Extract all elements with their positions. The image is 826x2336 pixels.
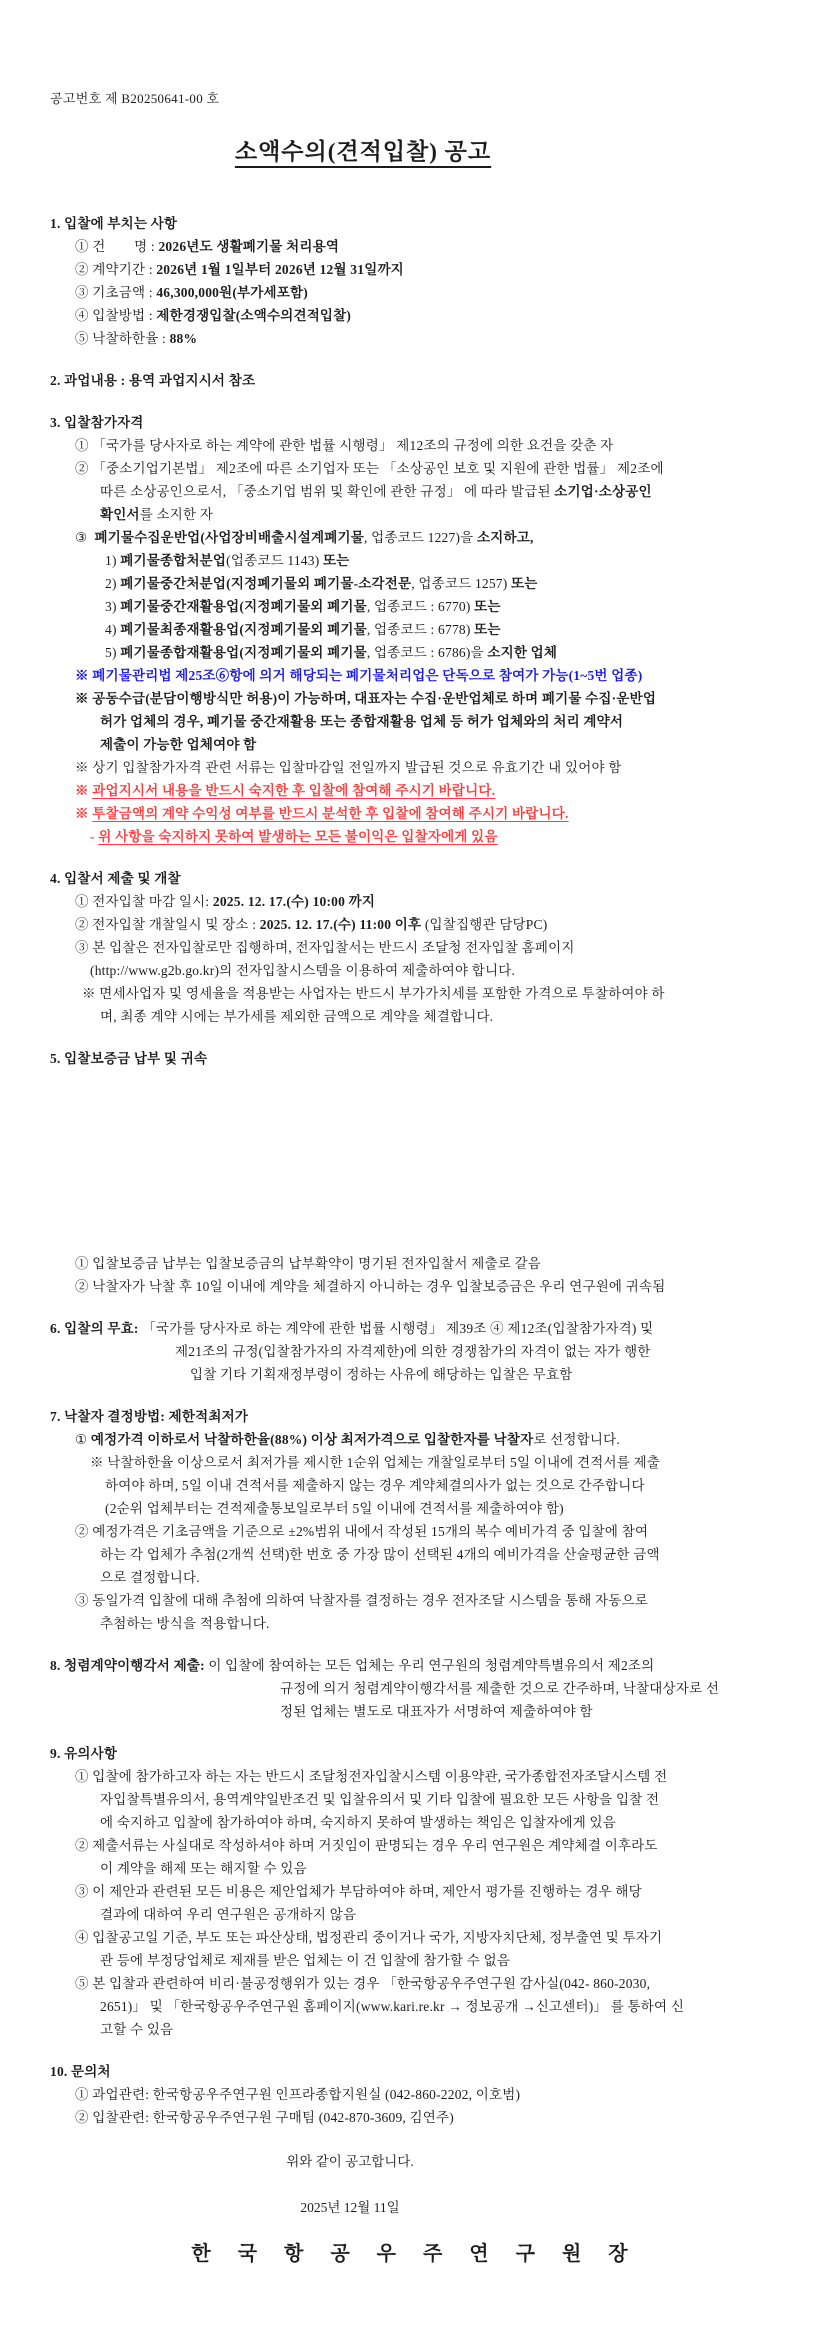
text-segment: ③ 이 제안과 관련된 모든 비용은 제안업체가 부담하여야 하며, 제안서 평가를 진행하는 경우 해당 — [75, 1884, 642, 1899]
text-segment: ③ 기초금액 : — [75, 285, 157, 300]
text-segment: - — [90, 829, 99, 844]
text-segment: 확인서 — [100, 507, 140, 522]
text-segment: 2025. 12. 17.(수) 11:00 이후 — [259, 917, 422, 932]
doc-line — [50, 1005, 782, 1028]
doc-line — [50, 1497, 782, 1520]
doc-line — [50, 1275, 782, 1298]
section-heading — [50, 867, 782, 890]
text-segment: 에 숙지하고 입찰에 참가하여야 하며, 숙지하지 못하여 발생하는 책임은 입찰자에게 있음 — [100, 1815, 616, 1830]
doc-line — [50, 1903, 782, 1926]
text-segment: ※ — [75, 806, 93, 821]
text-segment: (입찰집행관 담당PC) — [421, 917, 548, 932]
text-segment: 5. 입찰보증금 납부 및 귀속 — [50, 1051, 208, 1066]
text-segment: 를 소지한 자 — [139, 507, 214, 522]
doc-line — [50, 618, 782, 641]
text-segment: 7. 낙찰자 결정방법: 제한적최저가 — [50, 1409, 249, 1424]
text-segment: 관 등에 부정당업체로 제재를 받은 업체는 이 건 입찰에 참가할 수 없음 — [100, 1953, 511, 1968]
text-segment: 3) — [105, 599, 121, 614]
text-segment: (http://www.g2b.go.kr)의 전자입찰시스템을 이용하여 제출하여야 합니다. — [90, 963, 516, 978]
page-break-gap — [50, 1070, 782, 1252]
text-segment: , 업종코드 1257) — [411, 576, 512, 591]
doc-line — [50, 549, 782, 572]
text-segment: 2026년도 생활폐기물 처리용역 — [158, 239, 340, 254]
text-segment: 위 사항을 숙지하지 못하여 발생하는 모든 불이익은 입찰자에게 있음 — [98, 829, 498, 844]
section-heading — [50, 1317, 782, 1340]
text-segment: 로 선정합니다. — [533, 1432, 620, 1447]
text-segment: 폐기물종합처분업 — [120, 553, 227, 568]
text-segment: 며, 최종 계약 시에는 부가세를 제외한 금액으로 계약을 체결합니다. — [100, 1009, 494, 1024]
doc-line — [50, 1363, 782, 1386]
closing-statement: 위와 같이 공고합니다. — [286, 2154, 414, 2169]
doc-line — [50, 1834, 782, 1857]
doc-line — [50, 733, 782, 756]
document-body — [50, 212, 782, 2129]
text-segment: 결과에 대하여 우리 연구원은 공개하지 않음 — [100, 1907, 357, 1922]
doc-line — [50, 1995, 782, 2018]
doc-line — [50, 235, 782, 258]
section-heading — [50, 369, 782, 392]
text-segment: 1) — [105, 553, 121, 568]
text-segment: ※ 낙찰하한율 이상으로서 최저가를 제시한 1순위 업체는 개찰일로부터 5일 이내에 견적서를 제출 — [90, 1455, 661, 1470]
doc-line — [50, 710, 782, 733]
doc-line — [50, 1474, 782, 1497]
text-segment: 으로 결정합니다. — [100, 1570, 200, 1585]
page-title: 소액수의(견적입찰) 공고 — [234, 139, 492, 164]
doc-line — [50, 982, 782, 1005]
text-segment: ⑤ 본 입찰과 관련하여 비리·불공정행위가 있는 경우 「한국항공우주연구원 감사실(042- 860-2030, — [75, 1976, 651, 1991]
section-heading — [50, 1742, 782, 1765]
text-segment: 10. 문의처 — [50, 2064, 111, 2079]
doc-line — [50, 913, 782, 936]
doc-line — [50, 1340, 782, 1363]
text-segment: ② 입찰관련: 한국항공우주연구원 구매팀 (042-870-3609, 김연주) — [75, 2110, 454, 2125]
text-segment: 폐기물중간재활용업(지정폐기물외 폐기물 — [120, 599, 367, 614]
text-segment: 1. 입찰에 부치는 사항 — [50, 216, 178, 231]
text-segment: 「국가를 당사자로 하는 계약에 관한 법률 시행령」 제39조 ④ 제12조(입찰참가자격) 및 — [138, 1321, 654, 1336]
doc-line — [50, 258, 782, 281]
doc-line — [50, 1566, 782, 1589]
text-segment: ④ 입찰방법 : — [75, 308, 157, 323]
issuer-seal-line: 한 국 항 공 우 주 연 구 원 장 — [191, 2243, 639, 2265]
text-segment: 입찰 기타 기획재정부령이 정하는 사유에 해당하는 입찰은 무효함 — [190, 1367, 573, 1382]
doc-line — [50, 1949, 782, 1972]
section-heading — [50, 411, 782, 434]
text-segment: 이 입찰에 참여하는 모든 업체는 우리 연구원의 청렴계약특별유의서 제2조의 — [204, 1658, 655, 1673]
text-segment: ⑤ 낙찰하한율 : — [75, 331, 170, 346]
doc-line — [50, 1765, 782, 1788]
text-segment: ※ — [75, 783, 93, 798]
doc-line — [50, 327, 782, 350]
text-segment: 소지한 업체 — [487, 645, 558, 660]
text-segment: 폐기물최종재활용업(지정폐기물외 폐기물 — [120, 622, 367, 637]
doc-line — [50, 890, 782, 913]
text-segment: ② 예정가격은 기초금액을 기준으로 ±2%범위 내에서 작성된 15개의 복수 예비가격 중 입찰에 참여 — [75, 1524, 649, 1539]
section-heading — [50, 1654, 782, 1677]
text-segment: ① 건 명 : — [75, 239, 159, 254]
doc-line — [50, 959, 782, 982]
doc-line — [50, 1520, 782, 1543]
text-segment: 이 계약을 해제 또는 해지할 수 있음 — [100, 1861, 307, 1876]
text-segment: (2순위 업체부터는 견적제출통보일로부터 5일 이내에 견적서를 제출하여야 함) — [105, 1501, 564, 1516]
text-segment: 또는 — [474, 599, 501, 614]
section-heading — [50, 1405, 782, 1428]
text-segment: 8. 청렴계약이행각서 제출: — [50, 1658, 205, 1673]
text-segment: 6. 입찰의 무효: — [50, 1321, 139, 1336]
text-segment: 제한경쟁입찰(소액수의견적입찰) — [156, 308, 352, 323]
text-segment: ① 입찰에 참가하고자 하는 자는 반드시 조달청전자입찰시스템 이용약관, 국가종합전자조달시스템 전 — [75, 1769, 668, 1784]
doc-line — [50, 825, 782, 848]
doc-line — [50, 1428, 782, 1451]
doc-line — [50, 756, 782, 779]
text-segment: ① 전자입찰 마감 일시: — [75, 894, 213, 909]
text-segment: 과업지시서 내용을 반드시 숙지한 후 입찰에 참여해 주시기 바랍니다. — [92, 783, 496, 798]
text-segment: 하는 각 업체가 추첨(2개씩 선택)한 번호 중 가장 많이 선택된 4개의 예비가격을 산술평균한 금액 — [100, 1547, 660, 1562]
text-segment: ① — [75, 1432, 91, 1447]
closing-date: 2025년 12월 11일 — [300, 2200, 400, 2215]
text-segment: 5) — [105, 645, 121, 660]
doc-line — [50, 687, 782, 710]
text-segment: 정된 업체는 별도로 대표자가 서명하여 제출하여야 함 — [280, 1704, 593, 1719]
text-segment: 규정에 의거 청렴계약이행각서를 제출한 것으로 간주하며, 낙찰대상자로 선 — [280, 1681, 720, 1696]
text-segment: 폐기물수집운반업(사업장비배출시설계폐기물 — [94, 530, 364, 545]
doc-line — [50, 434, 782, 457]
text-segment: ① 「국가를 당사자로 하는 계약에 관한 법률 시행령」 제12조의 규정에 의한 요건을 갖춘 자 — [75, 438, 614, 453]
text-segment: 투찰금액의 계약 수익성 여부를 반드시 분석한 후 입찰에 참여해 주시기 바랍니다. — [92, 806, 569, 821]
doc-line — [50, 1788, 782, 1811]
document-footer — [50, 2150, 782, 2268]
doc-line — [50, 480, 782, 503]
section-heading — [50, 1047, 782, 1070]
text-segment: ※ 공동수급(분담이행방식만 허용)이 가능하며, 대표자는 수집·운반업체로 하며 폐기물 수집·운반업 — [75, 691, 657, 706]
text-segment: 2025. 12. 17.(수) 10:00 까지 — [212, 894, 376, 909]
text-segment: 4) — [105, 622, 121, 637]
text-segment: 소지하고, — [476, 530, 534, 545]
doc-line — [50, 1700, 782, 1723]
text-segment: ② 낙찰자가 낙찰 후 10일 이내에 계약을 체결하지 아니하는 경우 입찰보증금은 우리 연구원에 귀속됨 — [75, 1279, 666, 1294]
text-segment: 제21조의 규정(입찰참가자의 자격제한)에 의한 경쟁참가의 자격이 없는 자가 행한 — [175, 1344, 651, 1359]
doc-line — [50, 802, 782, 825]
text-segment: ② 「중소기업기본법」 제2조에 따른 소기업자 또는 「소상공인 보호 및 지원에 관한 법률」 제2조에 — [75, 461, 664, 476]
text-segment: 폐기물종합재활용업(지정폐기물외 폐기물 — [120, 645, 367, 660]
doc-line — [50, 1612, 782, 1635]
section-heading — [50, 212, 782, 235]
text-segment: , 업종코드 : 6778) — [366, 622, 475, 637]
text-segment: ④ 입찰공고일 기준, 부도 또는 파산상태, 법정관리 중이거나 국가, 지방자치단체, 정부출연 및 투자기 — [75, 1930, 663, 1945]
text-segment: 추첨하는 방식을 적용합니다. — [100, 1616, 270, 1631]
section-heading — [50, 2060, 782, 2083]
doc-line — [50, 1677, 782, 1700]
doc-line — [50, 572, 782, 595]
doc-line — [50, 281, 782, 304]
text-segment: ③ — [75, 530, 95, 545]
text-segment: 또는 — [322, 553, 350, 568]
doc-line — [50, 1252, 782, 1275]
doc-line — [50, 503, 782, 526]
doc-line — [50, 1589, 782, 1612]
doc-line — [50, 457, 782, 480]
text-segment: (업종코드 1143) — [226, 553, 323, 568]
doc-line — [50, 2018, 782, 2041]
doc-line — [50, 1857, 782, 1880]
text-segment: ② 전자입찰 개찰일시 및 장소 : — [75, 917, 260, 932]
doc-line — [50, 1543, 782, 1566]
doc-line — [50, 664, 782, 687]
doc-line — [50, 1451, 782, 1474]
text-segment: ※ 상기 입찰참가자격 관련 서류는 입찰마감일 전일까지 발급된 것으로 유효기간 내 있어야 함 — [75, 760, 622, 775]
doc-line — [50, 779, 782, 802]
text-segment: 2026년 1월 1일부터 2026년 12월 31일까지 — [156, 262, 404, 277]
text-segment: ① 과업관련: 한국항공우주연구원 인프라종합지원실 (042-860-2202, 이호범) — [75, 2087, 521, 2102]
text-segment: ① 입찰보증금 납부는 입찰보증금의 납부확약이 명기된 전자입찰서 제출로 갈음 — [75, 1256, 542, 1271]
text-segment: 제출이 가능한 업체여야 함 — [100, 737, 257, 752]
text-segment: ※ 면세사업자 및 영세율을 적용받는 사업자는 반드시 부가가치세를 포함한 가격으로 투찰하여야 하 — [82, 986, 665, 1001]
text-segment: 따른 소상공인으로서, 「중소기업 범위 및 확인에 관한 규정」 에 따라 발급된 — [100, 484, 555, 499]
text-segment: 고할 수 있음 — [100, 2022, 174, 2037]
doc-line — [50, 526, 782, 549]
text-segment: 2. 과업내용 : 용역 과업지시서 참조 — [50, 373, 256, 388]
text-segment: ※ 폐기물관리법 제25조⑥항에 의거 해당되는 폐기물처리업은 단독으로 참여가 가능(1~5번 업종) — [75, 668, 643, 683]
text-segment: , 업종코드 : 6770) — [366, 599, 475, 614]
text-segment: 88% — [169, 331, 198, 346]
text-segment: 폐기물중간처분업(지정폐기물외 폐기물-소각전문 — [120, 576, 412, 591]
doc-line — [50, 641, 782, 664]
text-segment: ② 계약기간 : — [75, 262, 157, 277]
text-segment: 자입찰특별유의서, 용역계약일반조건 및 입찰유의서 및 기타 입찰에 필요한 모든 사항을 입찰 전 — [100, 1792, 660, 1807]
text-segment: 4. 입찰서 제출 및 개찰 — [50, 871, 181, 886]
text-segment: 2651)」 및 「한국항공우주연구원 홈페이지(www.kari.re.kr → 정보공개 →신고센터)」 를 통하여 신 — [100, 1999, 685, 2014]
doc-line — [50, 936, 782, 959]
text-segment: 또는 — [474, 622, 501, 637]
doc-line — [50, 304, 782, 327]
text-segment: , 업종코드 1227)을 — [363, 530, 477, 545]
text-segment: 하여야 하며, 5일 이내 견적서를 제출하지 않는 경우 계약체결의사가 없는 것으로 간주합니다 — [105, 1478, 645, 1493]
text-segment: 허가 업체의 경우, 폐기물 중간재활용 또는 종합재활용 업체 등 허가 업체와의 처리 계약서 — [100, 714, 624, 729]
text-segment: 2) — [105, 576, 121, 591]
notice-number: 공고번호 제 B20250641-00 호 — [50, 91, 220, 106]
doc-line — [50, 1926, 782, 1949]
text-segment: 또는 — [511, 576, 538, 591]
text-segment: 3. 입찰참가자격 — [50, 415, 144, 430]
text-segment: 46,300,000원(부가세포함) — [156, 285, 308, 300]
text-segment: ③ 동일가격 입찰에 대해 추첨에 의하여 낙찰자를 결정하는 경우 전자조달 시스템을 통해 자동으로 — [75, 1593, 648, 1608]
doc-line — [50, 2083, 782, 2106]
doc-line — [50, 2106, 782, 2129]
text-segment: ③ 본 입찰은 전자입찰로만 집행하며, 전자입찰서는 반드시 조달청 전자입찰 홈페이지 — [75, 940, 575, 955]
doc-line — [50, 1972, 782, 1995]
text-segment: 9. 유의사항 — [50, 1746, 118, 1761]
doc-line — [50, 595, 782, 618]
text-segment: ② 제출서류는 사실대로 작성하셔야 하며 거짓임이 판명되는 경우 우리 연구원은 계약체결 이후라도 — [75, 1838, 658, 1853]
text-segment: 소기업·소상공인 — [554, 484, 652, 499]
text-segment: , 업종코드 : 6786)을 — [366, 645, 488, 660]
text-segment: 예정가격 이하로서 낙찰하한율(88%) 이상 최저가격으로 입찰한자를 낙찰자 — [90, 1432, 534, 1447]
doc-line — [50, 1880, 782, 1903]
doc-line — [50, 1811, 782, 1834]
